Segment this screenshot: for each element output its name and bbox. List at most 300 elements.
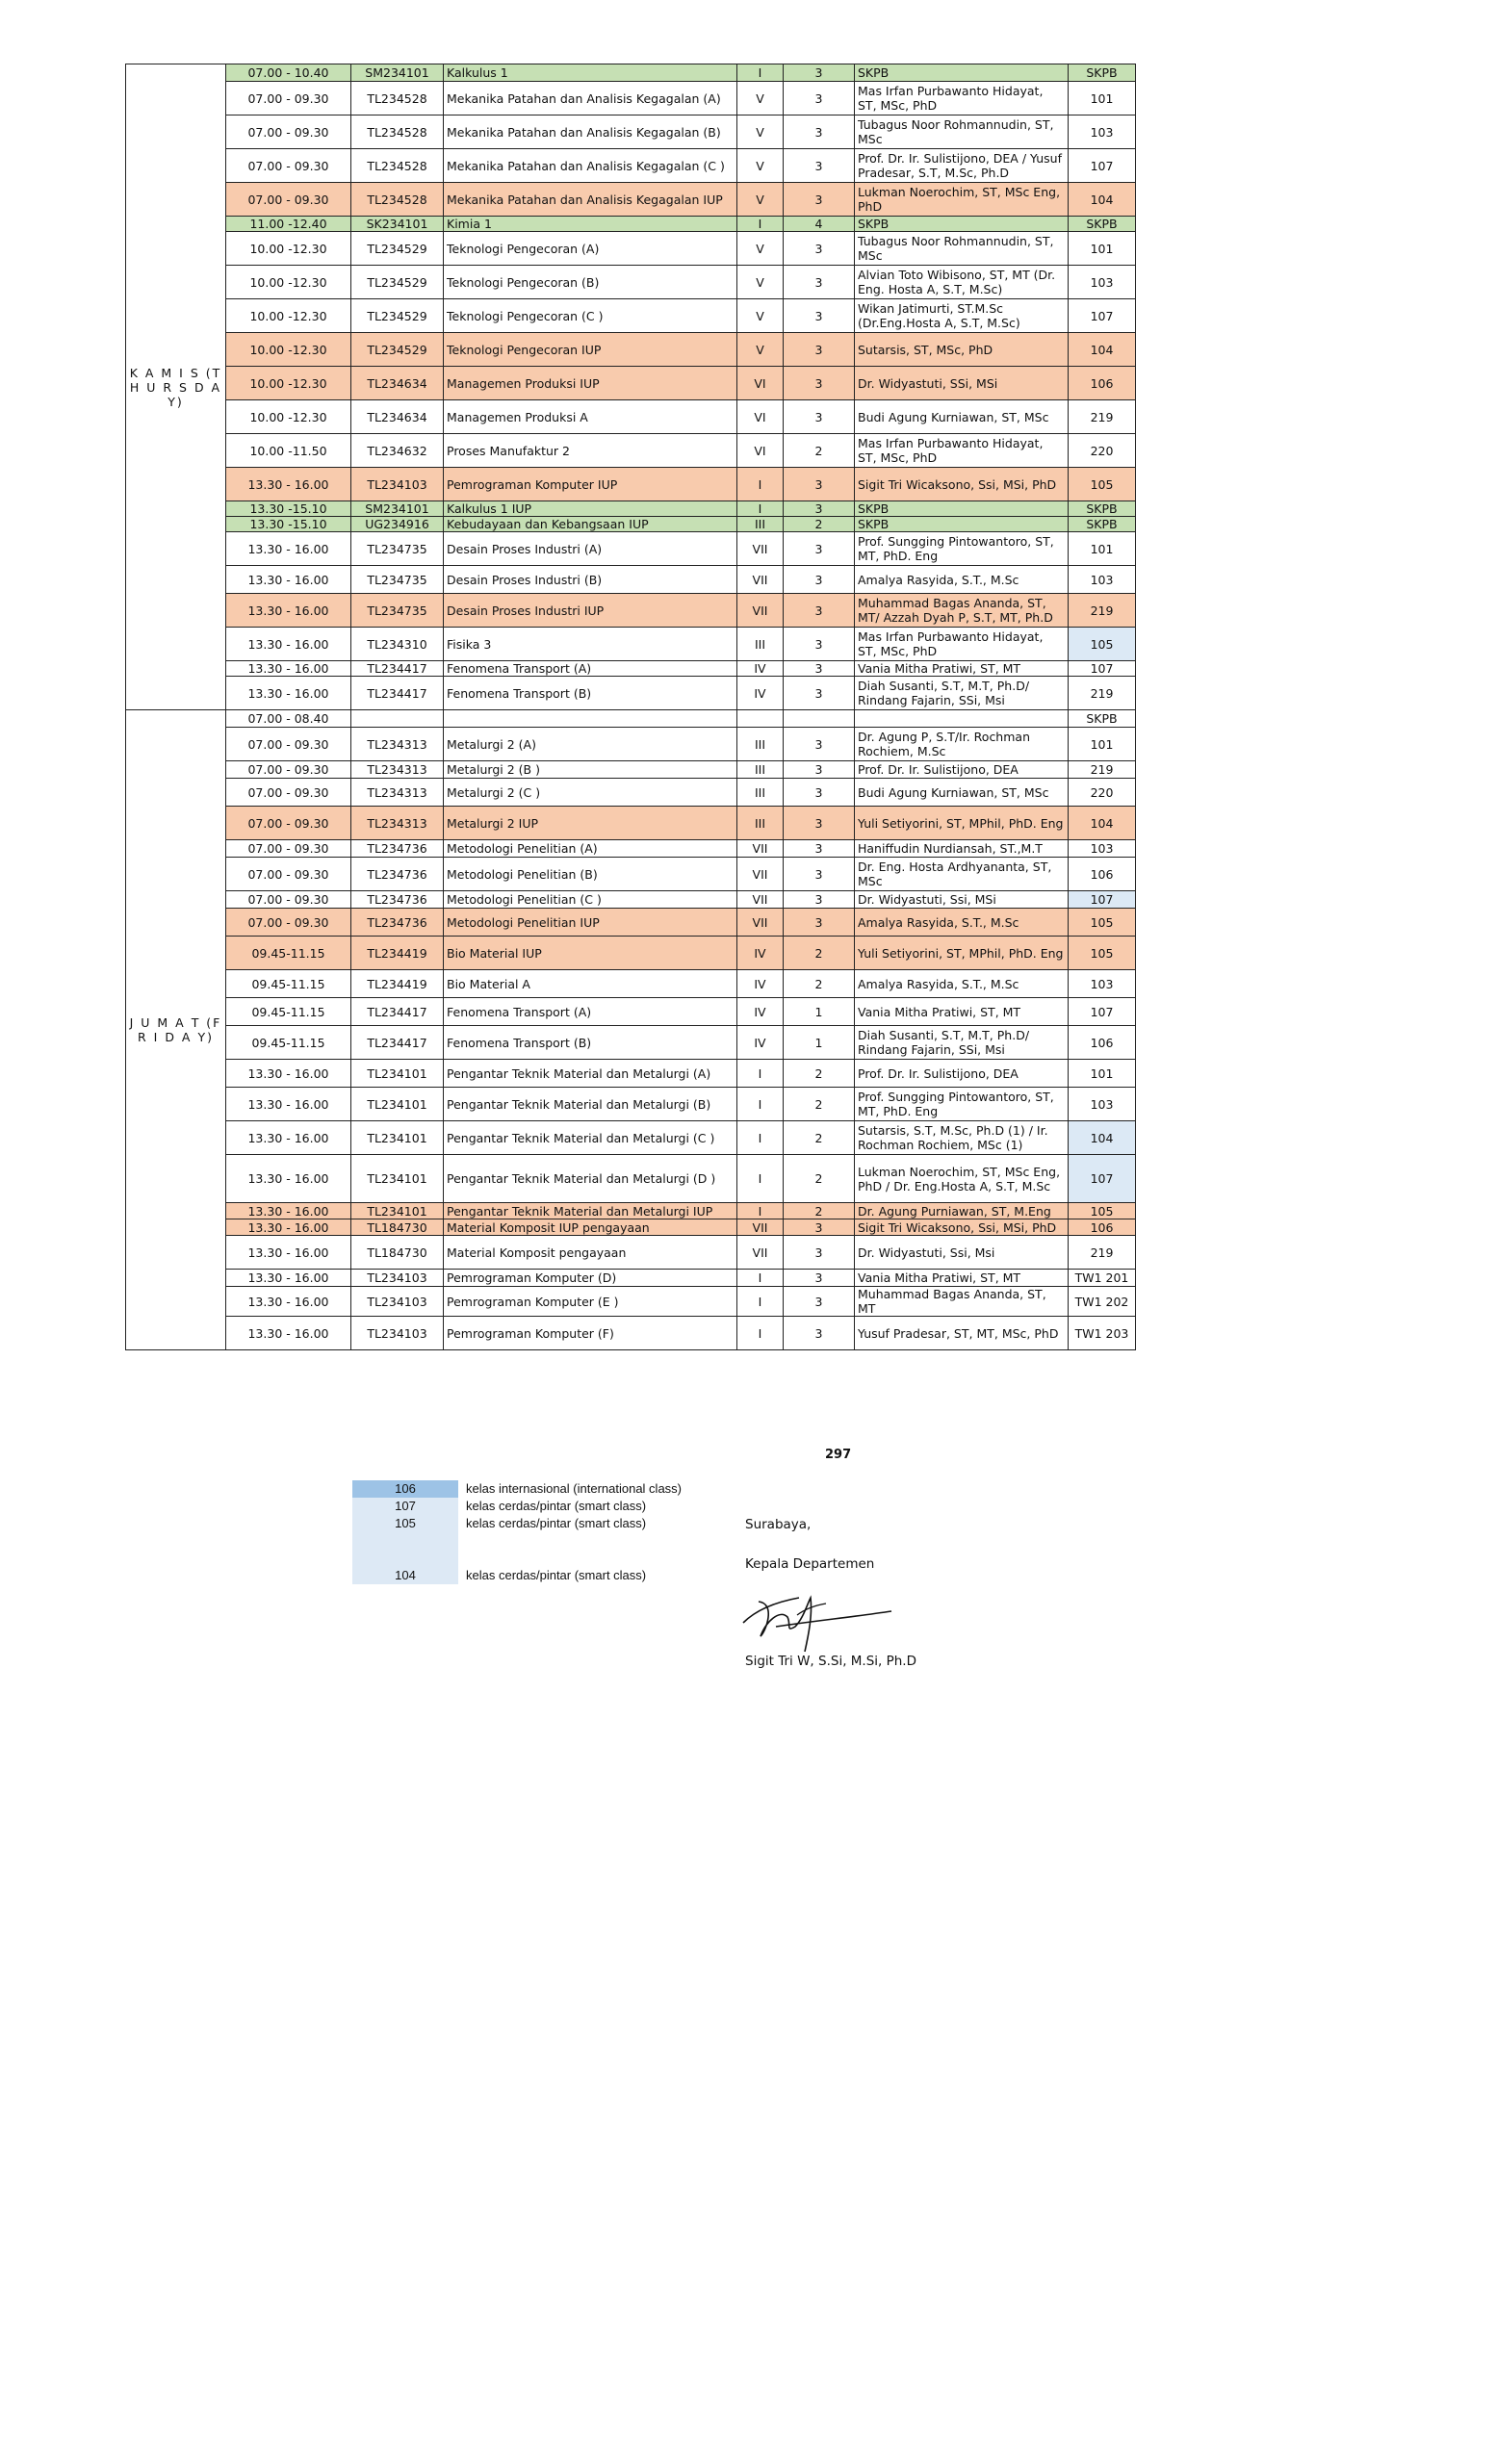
- course-code-cell: TL234417: [351, 661, 444, 677]
- room-cell: 105: [1069, 628, 1136, 661]
- course-code-cell: [351, 710, 444, 728]
- lecturer-cell: Yusuf Pradesar, ST, MT, MSc, PhD: [855, 1317, 1069, 1350]
- semester-cell: V: [737, 116, 784, 149]
- credits-cell: 3: [784, 909, 855, 937]
- room-cell: 107: [1069, 998, 1136, 1026]
- course-name-cell: Teknologi Pengecoran (A): [444, 232, 737, 266]
- semester-cell: V: [737, 82, 784, 116]
- room-cell: 107: [1069, 299, 1136, 333]
- course-name-cell: Metodologi Penelitian (C ): [444, 891, 737, 909]
- room-cell: 220: [1069, 434, 1136, 468]
- credits-cell: [784, 710, 855, 728]
- credits-cell: 3: [784, 183, 855, 217]
- time-cell: 07.00 - 09.30: [226, 183, 351, 217]
- room-cell: 106: [1069, 1026, 1136, 1060]
- course-code-cell: SM234101: [351, 501, 444, 517]
- credits-cell: 2: [784, 937, 855, 970]
- credits-cell: 3: [784, 1317, 855, 1350]
- room-cell: 219: [1069, 1236, 1136, 1270]
- time-cell: 10.00 -12.30: [226, 232, 351, 266]
- time-cell: 07.00 - 09.30: [226, 807, 351, 840]
- lecturer-cell: Dr. Widyastuti, SSi, MSi: [855, 367, 1069, 400]
- lecturer-cell: Dr. Agung Purniawan, ST, M.Eng: [855, 1203, 1069, 1219]
- table-row: [126, 149, 1136, 183]
- course-name-cell: Pengantar Teknik Material dan Metalurgi (C ): [444, 1121, 737, 1155]
- time-cell: 07.00 - 09.30: [226, 728, 351, 761]
- lecturer-cell: SKPB: [855, 517, 1069, 532]
- table-row: [126, 1219, 1136, 1236]
- credits-cell: 3: [784, 891, 855, 909]
- lecturer-cell: Mas Irfan Purbawanto Hidayat, ST, MSc, PhD: [855, 628, 1069, 661]
- lecturer-cell: Tubagus Noor Rohmannudin, ST, MSc: [855, 116, 1069, 149]
- credits-cell: 3: [784, 149, 855, 183]
- credits-cell: 3: [784, 266, 855, 299]
- course-code-cell: TL234101: [351, 1088, 444, 1121]
- table-row: [126, 333, 1136, 367]
- semester-cell: III: [737, 628, 784, 661]
- credits-cell: 2: [784, 434, 855, 468]
- lecturer-cell: Sutarsis, S.T, M.Sc, Ph.D (1) / Ir. Rochman Rochiem, MSc (1): [855, 1121, 1069, 1155]
- semester-cell: I: [737, 1317, 784, 1350]
- time-cell: 13.30 - 16.00: [226, 1155, 351, 1203]
- credits-cell: 3: [784, 116, 855, 149]
- course-code-cell: TL234735: [351, 532, 444, 566]
- room-cell: TW1 202: [1069, 1287, 1136, 1317]
- time-cell: 10.00 -11.50: [226, 434, 351, 468]
- credits-cell: 3: [784, 1287, 855, 1317]
- course-code-cell: TL234528: [351, 183, 444, 217]
- schedule-table: [125, 64, 1136, 1350]
- room-cell: TW1 203: [1069, 1317, 1136, 1350]
- time-cell: 07.00 - 09.30: [226, 116, 351, 149]
- semester-cell: I: [737, 1060, 784, 1088]
- course-code-cell: TL234736: [351, 909, 444, 937]
- semester-cell: VII: [737, 566, 784, 594]
- course-code-cell: TL234419: [351, 937, 444, 970]
- course-code-cell: TL234313: [351, 779, 444, 807]
- semester-cell: V: [737, 149, 784, 183]
- semester-cell: III: [737, 761, 784, 779]
- course-name-cell: Fenomena Transport (A): [444, 661, 737, 677]
- room-cell: 101: [1069, 532, 1136, 566]
- lecturer-cell: [855, 710, 1069, 728]
- course-name-cell: Fisika 3: [444, 628, 737, 661]
- time-cell: 07.00 - 10.40: [226, 64, 351, 82]
- course-name-cell: Mekanika Patahan dan Analisis Kegagalan (C ): [444, 149, 737, 183]
- semester-cell: I: [737, 1203, 784, 1219]
- table-row: [126, 1060, 1136, 1088]
- credits-cell: 1: [784, 1026, 855, 1060]
- room-cell: 103: [1069, 840, 1136, 858]
- semester-cell: V: [737, 333, 784, 367]
- table-row: [126, 998, 1136, 1026]
- room-cell: 219: [1069, 761, 1136, 779]
- room-cell: 107: [1069, 149, 1136, 183]
- credits-cell: 3: [784, 594, 855, 628]
- course-name-cell: Material Komposit IUP pengayaan: [444, 1219, 737, 1236]
- lecturer-cell: Amalya Rasyida, S.T., M.Sc: [855, 970, 1069, 998]
- lecturer-cell: Wikan Jatimurti, ST.M.Sc (Dr.Eng.Hosta A, S.T, M.Sc): [855, 299, 1069, 333]
- lecturer-cell: Alvian Toto Wibisono, ST, MT (Dr. Eng. Hosta A, S.T, M.Sc): [855, 266, 1069, 299]
- time-cell: 07.00 - 09.30: [226, 761, 351, 779]
- time-cell: 13.30 - 16.00: [226, 1088, 351, 1121]
- lecturer-cell: Muhammad Bagas Ananda, ST, MT: [855, 1287, 1069, 1317]
- signature-city: Surabaya,: [745, 1517, 812, 1532]
- time-cell: 13.30 - 16.00: [226, 1270, 351, 1287]
- semester-cell: III: [737, 779, 784, 807]
- time-cell: 11.00 -12.40: [226, 217, 351, 232]
- credits-cell: 3: [784, 299, 855, 333]
- lecturer-cell: SKPB: [855, 217, 1069, 232]
- lecturer-cell: Vania Mitha Pratiwi, ST, MT: [855, 661, 1069, 677]
- course-name-cell: Kebudayaan dan Kebangsaan IUP: [444, 517, 737, 532]
- course-code-cell: TL234103: [351, 1270, 444, 1287]
- course-name-cell: Kalkulus 1 IUP: [444, 501, 737, 517]
- course-code-cell: TL234528: [351, 149, 444, 183]
- room-cell: 101: [1069, 232, 1136, 266]
- course-code-cell: TL234632: [351, 434, 444, 468]
- credits-cell: 2: [784, 1088, 855, 1121]
- time-cell: 13.30 - 16.00: [226, 1060, 351, 1088]
- course-name-cell: Metalurgi 2 (C ): [444, 779, 737, 807]
- course-code-cell: UG234916: [351, 517, 444, 532]
- credits-cell: 3: [784, 532, 855, 566]
- table-row: [126, 858, 1136, 891]
- room-cell: 101: [1069, 728, 1136, 761]
- course-name-cell: Metalurgi 2 (B ): [444, 761, 737, 779]
- table-row: [126, 1317, 1136, 1350]
- table-row: [126, 367, 1136, 400]
- course-name-cell: Kalkulus 1: [444, 64, 737, 82]
- course-code-cell: TL234103: [351, 1317, 444, 1350]
- time-cell: 13.30 - 16.00: [226, 1203, 351, 1219]
- course-code-cell: TL234529: [351, 266, 444, 299]
- room-cell: 103: [1069, 116, 1136, 149]
- lecturer-cell: Budi Agung Kurniawan, ST, MSc: [855, 779, 1069, 807]
- course-name-cell: Fenomena Transport (B): [444, 677, 737, 710]
- credits-cell: 2: [784, 970, 855, 998]
- table-row: [126, 82, 1136, 116]
- lecturer-cell: SKPB: [855, 64, 1069, 82]
- time-cell: 07.00 - 09.30: [226, 779, 351, 807]
- course-name-cell: Pengantar Teknik Material dan Metalurgi IUP: [444, 1203, 737, 1219]
- course-name-cell: Kimia 1: [444, 217, 737, 232]
- time-cell: 13.30 - 16.00: [226, 628, 351, 661]
- legend-room-106: 106: [352, 1480, 458, 1498]
- time-cell: 07.00 - 09.30: [226, 858, 351, 891]
- table-row: [126, 434, 1136, 468]
- course-name-cell: Pemrograman Komputer IUP: [444, 468, 737, 501]
- course-name-cell: Pengantar Teknik Material dan Metalurgi (A): [444, 1060, 737, 1088]
- day-label-thursday: K A M I S (T H U R S D A Y): [126, 64, 226, 710]
- semester-cell: VII: [737, 891, 784, 909]
- semester-cell: I: [737, 64, 784, 82]
- semester-cell: VII: [737, 858, 784, 891]
- table-row: [126, 517, 1136, 532]
- semester-cell: [737, 710, 784, 728]
- table-row: [126, 64, 1136, 82]
- course-code-cell: TL234419: [351, 970, 444, 998]
- semester-cell: I: [737, 468, 784, 501]
- course-name-cell: Pemrograman Komputer (F): [444, 1317, 737, 1350]
- semester-cell: V: [737, 266, 784, 299]
- course-code-cell: TL234528: [351, 82, 444, 116]
- semester-cell: V: [737, 299, 784, 333]
- course-name-cell: Pengantar Teknik Material dan Metalurgi (B): [444, 1088, 737, 1121]
- credits-cell: 4: [784, 217, 855, 232]
- time-cell: 07.00 - 09.30: [226, 82, 351, 116]
- semester-cell: VII: [737, 840, 784, 858]
- semester-cell: VII: [737, 1236, 784, 1270]
- course-code-cell: TL234310: [351, 628, 444, 661]
- room-cell: 107: [1069, 1155, 1136, 1203]
- time-cell: 09.45-11.15: [226, 1026, 351, 1060]
- course-code-cell: TL184730: [351, 1219, 444, 1236]
- table-row: [126, 1088, 1136, 1121]
- time-cell: 13.30 - 16.00: [226, 1219, 351, 1236]
- time-cell: 10.00 -12.30: [226, 266, 351, 299]
- course-name-cell: Fenomena Transport (A): [444, 998, 737, 1026]
- credits-cell: 3: [784, 807, 855, 840]
- semester-cell: VII: [737, 532, 784, 566]
- room-cell: 220: [1069, 779, 1136, 807]
- credits-cell: 3: [784, 661, 855, 677]
- course-code-cell: TL234313: [351, 807, 444, 840]
- credits-cell: 2: [784, 1060, 855, 1088]
- course-name-cell: Metalurgi 2 (A): [444, 728, 737, 761]
- room-cell: 103: [1069, 566, 1136, 594]
- table-row: [126, 299, 1136, 333]
- course-name-cell: [444, 710, 737, 728]
- lecturer-cell: Prof. Dr. Ir. Sulistijono, DEA: [855, 1060, 1069, 1088]
- room-cell: 219: [1069, 594, 1136, 628]
- signature-name: Sigit Tri W, S.Si, M.Si, Ph.D: [745, 1654, 916, 1669]
- legend-text-smart-107: kelas cerdas/pintar (smart class): [466, 1499, 647, 1513]
- time-cell: 13.30 - 16.00: [226, 661, 351, 677]
- lecturer-cell: Sigit Tri Wicaksono, Ssi, MSi, PhD: [855, 468, 1069, 501]
- course-code-cell: TL234313: [351, 728, 444, 761]
- course-name-cell: Proses Manufaktur 2: [444, 434, 737, 468]
- room-cell: 105: [1069, 937, 1136, 970]
- semester-cell: I: [737, 1155, 784, 1203]
- course-code-cell: TL234529: [351, 333, 444, 367]
- course-code-cell: TL234101: [351, 1060, 444, 1088]
- table-row: [126, 1026, 1136, 1060]
- legend-room-107: 107: [352, 1498, 458, 1515]
- time-cell: 13.30 - 16.00: [226, 468, 351, 501]
- room-cell: 104: [1069, 1121, 1136, 1155]
- lecturer-cell: Haniffudin Nurdiansah, ST.,M.T: [855, 840, 1069, 858]
- table-row: [126, 661, 1136, 677]
- semester-cell: V: [737, 232, 784, 266]
- credits-cell: 2: [784, 1155, 855, 1203]
- lecturer-cell: Vania Mitha Pratiwi, ST, MT: [855, 1270, 1069, 1287]
- room-cell: 103: [1069, 266, 1136, 299]
- course-code-cell: TL234101: [351, 1203, 444, 1219]
- lecturer-cell: SKPB: [855, 501, 1069, 517]
- course-code-cell: TL234528: [351, 116, 444, 149]
- legend-room-104: 104: [352, 1567, 458, 1584]
- course-name-cell: Mekanika Patahan dan Analisis Kegagalan IUP: [444, 183, 737, 217]
- room-cell: 104: [1069, 807, 1136, 840]
- semester-cell: III: [737, 517, 784, 532]
- table-row: [126, 909, 1136, 937]
- course-name-cell: Pengantar Teknik Material dan Metalurgi (D ): [444, 1155, 737, 1203]
- time-cell: 07.00 - 09.30: [226, 909, 351, 937]
- course-name-cell: Teknologi Pengecoran IUP: [444, 333, 737, 367]
- course-code-cell: TL234417: [351, 998, 444, 1026]
- semester-cell: I: [737, 1287, 784, 1317]
- credits-cell: 3: [784, 566, 855, 594]
- credits-cell: 3: [784, 1270, 855, 1287]
- semester-cell: I: [737, 501, 784, 517]
- semester-cell: IV: [737, 661, 784, 677]
- course-name-cell: Desain Proses Industri IUP: [444, 594, 737, 628]
- semester-cell: I: [737, 1088, 784, 1121]
- time-cell: 07.00 - 08.40: [226, 710, 351, 728]
- legend-text-smart-105: kelas cerdas/pintar (smart class): [466, 1516, 647, 1530]
- legend-text-smart-104: kelas cerdas/pintar (smart class): [466, 1568, 647, 1582]
- room-cell: SKPB: [1069, 517, 1136, 532]
- course-name-cell: Metodologi Penelitian IUP: [444, 909, 737, 937]
- time-cell: 07.00 - 09.30: [226, 891, 351, 909]
- credits-cell: 3: [784, 333, 855, 367]
- table-row: [126, 840, 1136, 858]
- room-cell: 219: [1069, 677, 1136, 710]
- time-cell: 10.00 -12.30: [226, 299, 351, 333]
- credits-cell: 3: [784, 1219, 855, 1236]
- lecturer-cell: Diah Susanti, S.T, M.T, Ph.D/ Rindang Fajarin, SSi, Msi: [855, 1026, 1069, 1060]
- room-cell: 219: [1069, 400, 1136, 434]
- table-row: [126, 566, 1136, 594]
- table-row: [126, 468, 1136, 501]
- credits-cell: 3: [784, 82, 855, 116]
- time-cell: 09.45-11.15: [226, 970, 351, 998]
- lecturer-cell: Mas Irfan Purbawanto Hidayat, ST, MSc, PhD: [855, 434, 1069, 468]
- course-code-cell: TL234735: [351, 594, 444, 628]
- course-code-cell: TL234417: [351, 677, 444, 710]
- table-row: [126, 183, 1136, 217]
- credits-cell: 3: [784, 367, 855, 400]
- semester-cell: VI: [737, 367, 784, 400]
- course-code-cell: TL234736: [351, 891, 444, 909]
- time-cell: 13.30 - 16.00: [226, 1317, 351, 1350]
- table-row: [126, 761, 1136, 779]
- course-name-cell: Bio Material A: [444, 970, 737, 998]
- time-cell: 07.00 - 09.30: [226, 149, 351, 183]
- course-name-cell: Managemen Produksi IUP: [444, 367, 737, 400]
- lecturer-cell: Yuli Setiyorini, ST, MPhil, PhD. Eng: [855, 807, 1069, 840]
- room-cell: 105: [1069, 1203, 1136, 1219]
- table-row: [126, 266, 1136, 299]
- table-row: [126, 400, 1136, 434]
- course-code-cell: TL234634: [351, 367, 444, 400]
- course-code-cell: SM234101: [351, 64, 444, 82]
- room-cell: SKPB: [1069, 217, 1136, 232]
- time-cell: 09.45-11.15: [226, 937, 351, 970]
- lecturer-cell: Yuli Setiyorini, ST, MPhil, PhD. Eng: [855, 937, 1069, 970]
- time-cell: 07.00 - 09.30: [226, 840, 351, 858]
- course-code-cell: TL234417: [351, 1026, 444, 1060]
- credits-cell: 3: [784, 728, 855, 761]
- semester-cell: VI: [737, 400, 784, 434]
- time-cell: 13.30 - 16.00: [226, 1236, 351, 1270]
- course-code-cell: TL234103: [351, 1287, 444, 1317]
- lecturer-cell: Prof. Sungging Pintowantoro, ST, MT, PhD. Eng: [855, 1088, 1069, 1121]
- lecturer-cell: Amalya Rasyida, S.T., M.Sc: [855, 909, 1069, 937]
- course-name-cell: Teknologi Pengecoran (C ): [444, 299, 737, 333]
- room-cell: SKPB: [1069, 710, 1136, 728]
- semester-cell: I: [737, 217, 784, 232]
- course-code-cell: TL234736: [351, 840, 444, 858]
- table-row: [126, 501, 1136, 517]
- legend-text-international: kelas internasional (international class): [466, 1481, 683, 1496]
- table-row: [126, 1121, 1136, 1155]
- credits-cell: 3: [784, 64, 855, 82]
- lecturer-cell: Dr. Eng. Hosta Ardhyananta, ST, MSc: [855, 858, 1069, 891]
- time-cell: 13.30 - 16.00: [226, 532, 351, 566]
- semester-cell: V: [737, 183, 784, 217]
- course-code-cell: TL234313: [351, 761, 444, 779]
- time-cell: 09.45-11.15: [226, 998, 351, 1026]
- credits-cell: 3: [784, 628, 855, 661]
- table-row: [126, 807, 1136, 840]
- course-code-cell: SK234101: [351, 217, 444, 232]
- semester-cell: VI: [737, 434, 784, 468]
- day-label-friday: J U M A T (F R I D A Y): [126, 710, 226, 1350]
- time-cell: 13.30 - 16.00: [226, 1287, 351, 1317]
- table-row: [126, 628, 1136, 661]
- course-name-cell: Pemrograman Komputer (D): [444, 1270, 737, 1287]
- course-name-cell: Bio Material IUP: [444, 937, 737, 970]
- course-code-cell: TL234529: [351, 299, 444, 333]
- credits-cell: 2: [784, 517, 855, 532]
- page-number: 297: [825, 1448, 852, 1462]
- room-cell: 106: [1069, 1219, 1136, 1236]
- table-row: [126, 970, 1136, 998]
- time-cell: 13.30 - 16.00: [226, 594, 351, 628]
- table-row: [126, 1270, 1136, 1287]
- signature-position: Kepala Departemen: [745, 1556, 875, 1572]
- room-cell: SKPB: [1069, 501, 1136, 517]
- table-row: [126, 1155, 1136, 1203]
- credits-cell: 3: [784, 779, 855, 807]
- semester-cell: VII: [737, 594, 784, 628]
- table-row: [126, 232, 1136, 266]
- time-cell: 13.30 - 16.00: [226, 1121, 351, 1155]
- credits-cell: 2: [784, 1121, 855, 1155]
- semester-cell: VII: [737, 1219, 784, 1236]
- room-cell: 107: [1069, 891, 1136, 909]
- room-cell: 106: [1069, 858, 1136, 891]
- table-row: [126, 710, 1136, 728]
- semester-cell: III: [737, 728, 784, 761]
- lecturer-cell: Prof. Sungging Pintowantoro, ST, MT, PhD. Eng: [855, 532, 1069, 566]
- semester-cell: IV: [737, 677, 784, 710]
- course-code-cell: TL234101: [351, 1155, 444, 1203]
- course-code-cell: TL234529: [351, 232, 444, 266]
- credits-cell: 3: [784, 400, 855, 434]
- time-cell: 13.30 -15.10: [226, 517, 351, 532]
- lecturer-cell: Vania Mitha Pratiwi, ST, MT: [855, 998, 1069, 1026]
- credits-cell: 3: [784, 761, 855, 779]
- credits-cell: 3: [784, 840, 855, 858]
- lecturer-cell: Lukman Noerochim, ST, MSc Eng, PhD: [855, 183, 1069, 217]
- lecturer-cell: Sigit Tri Wicaksono, Ssi, MSi, PhD: [855, 1219, 1069, 1236]
- course-code-cell: TL234735: [351, 566, 444, 594]
- handwritten-signature: [737, 1577, 911, 1656]
- room-cell: 105: [1069, 909, 1136, 937]
